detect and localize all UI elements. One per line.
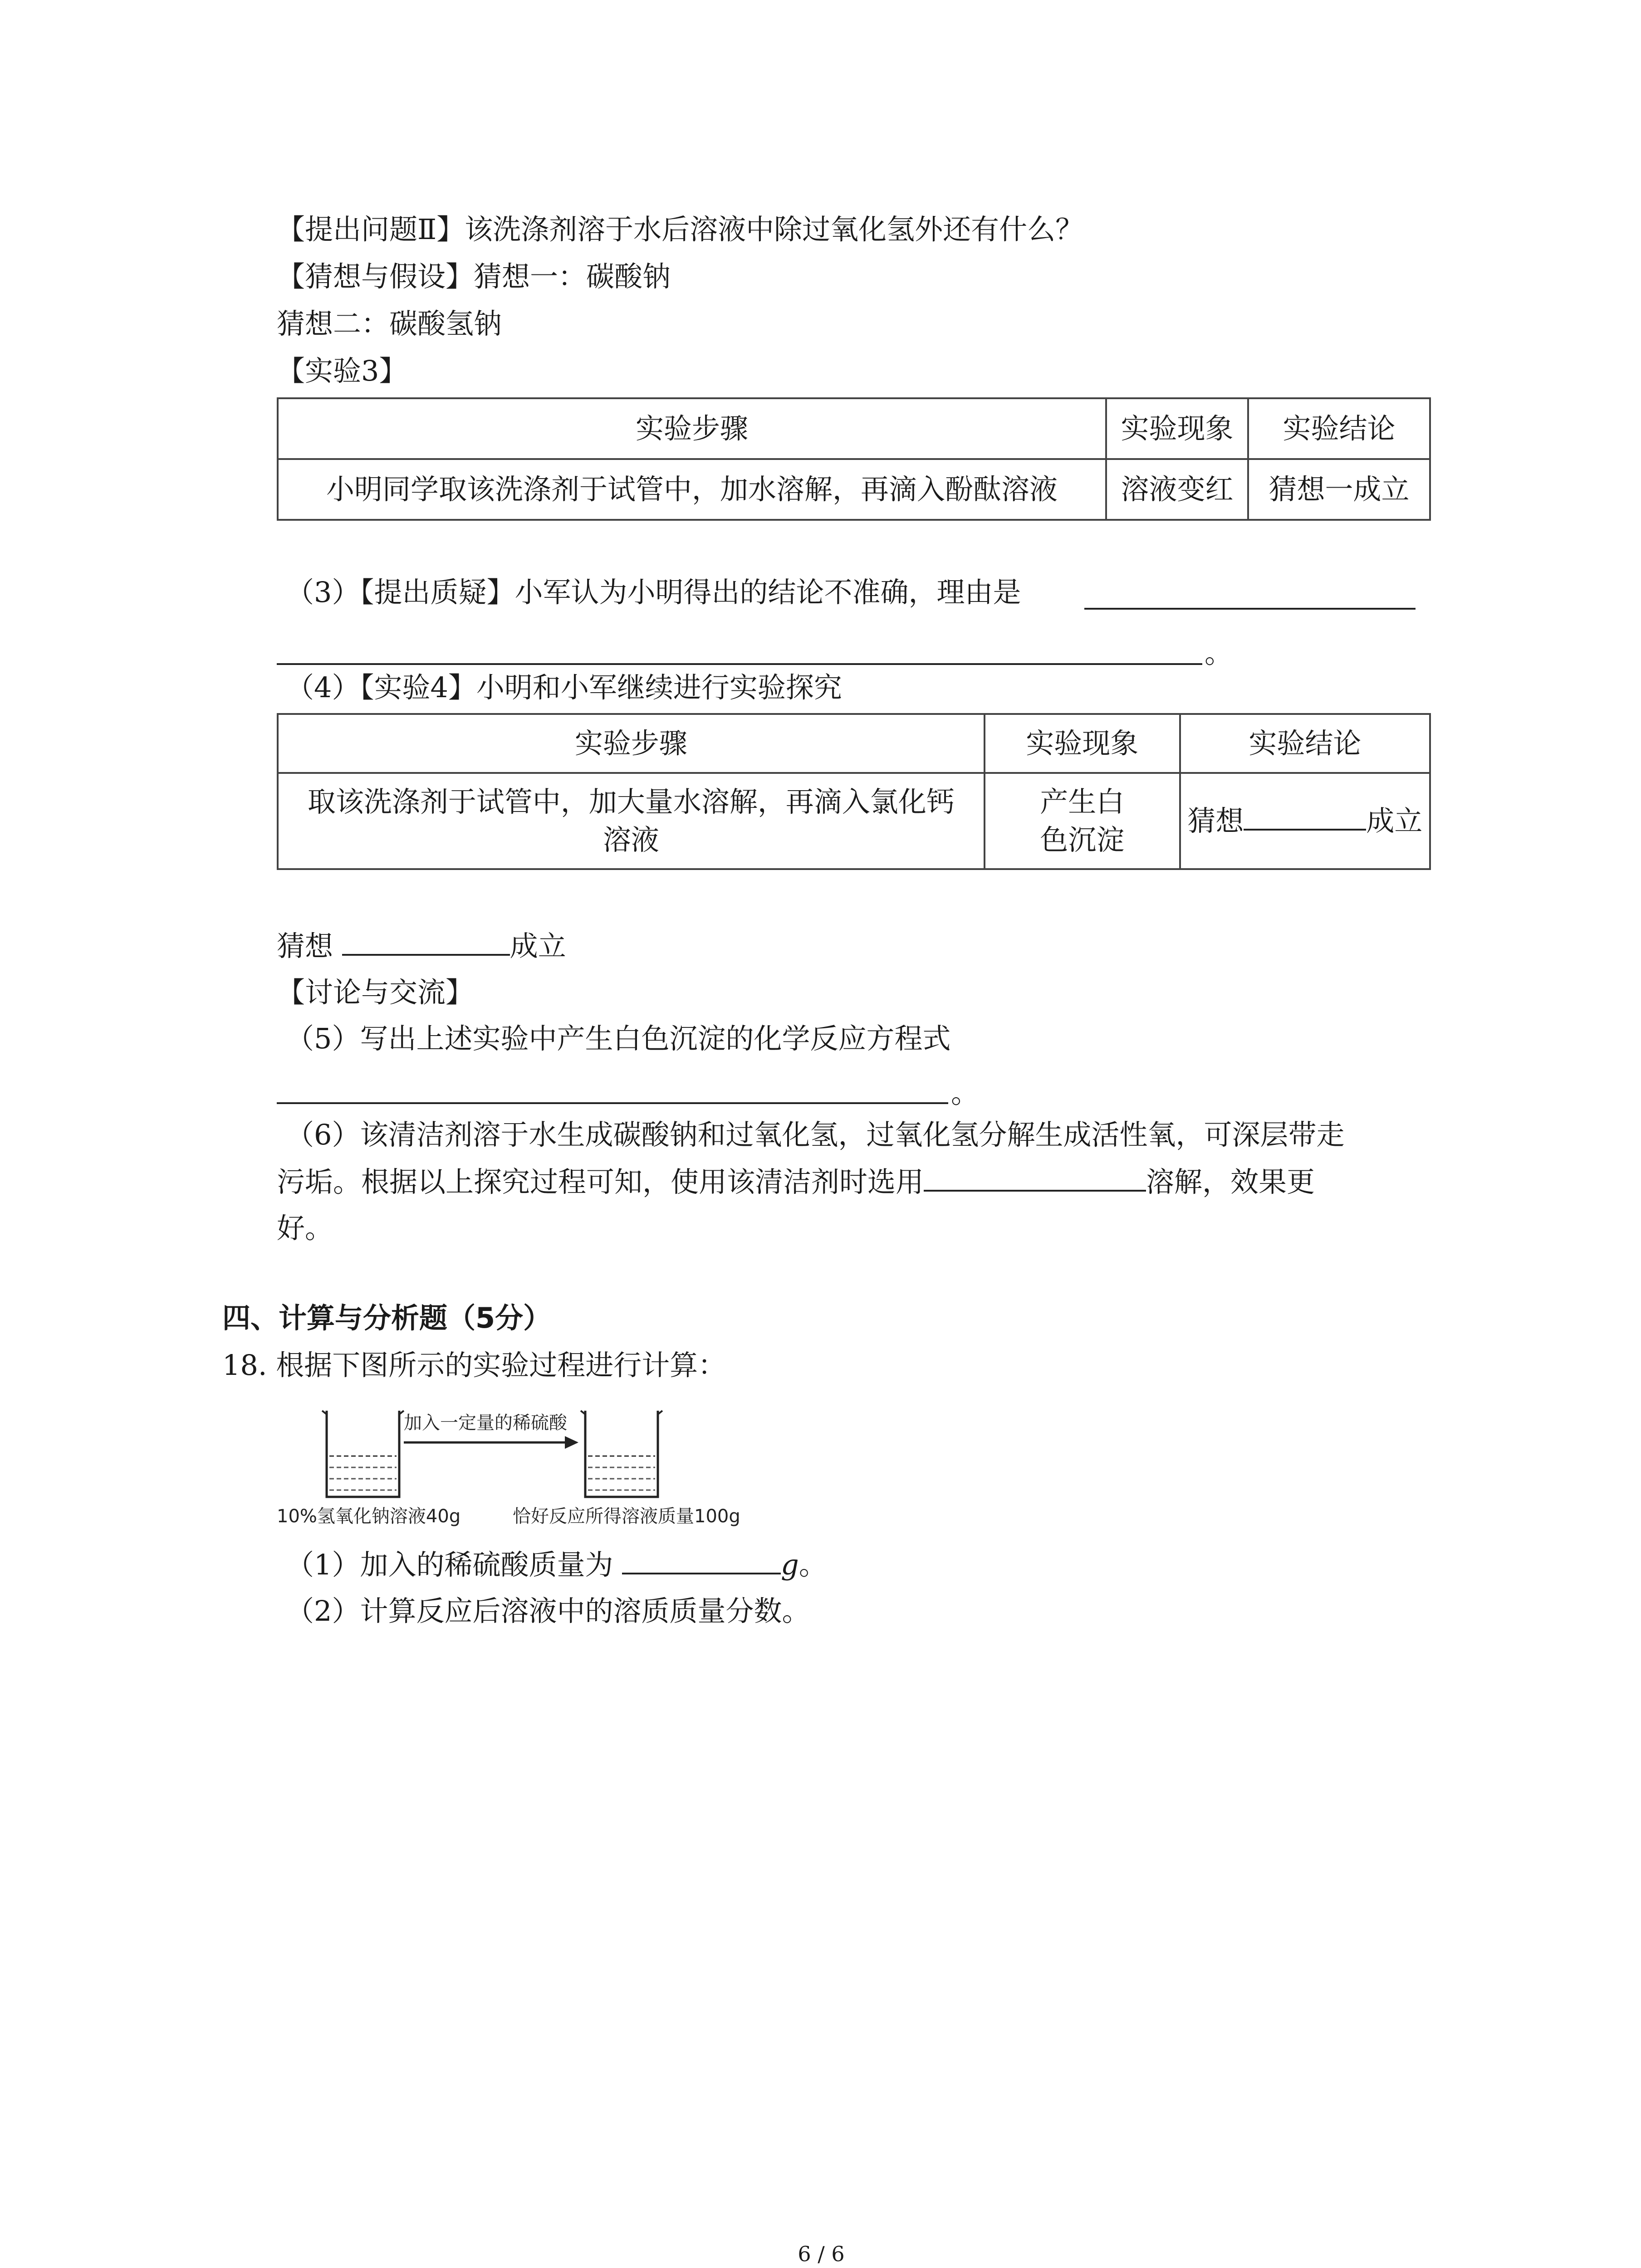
question-2-title: 【提出问题Ⅱ】该洗涤剂溶于水后溶液中除过氧化氢外还有什么？ xyxy=(277,213,1084,246)
hypothesis-conclusion-line: 猜想 成立 xyxy=(277,929,566,963)
question-18-text: 18. 根据下图所示的实验过程进行计算： xyxy=(222,1349,726,1382)
question-18-part-2: （2）计算反应后溶液中的溶质质量分数。 xyxy=(286,1594,810,1628)
table-header-phenomenon: 实验现象 xyxy=(1106,398,1248,459)
table-cell-step: 取该洗涤剂于试管中，加大量水溶解，再滴入氯化钙溶液 xyxy=(278,773,985,869)
table-cell-conclusion: 猜想一成立 xyxy=(1248,459,1430,520)
experiment-3-table xyxy=(277,397,1431,521)
answer-blank-table4 xyxy=(1244,824,1366,831)
arrow-label: 加入一定量的稀硫酸 xyxy=(404,1413,567,1433)
table-header-step: 实验步骤 xyxy=(278,714,985,773)
experiment-3-title: 【实验3】 xyxy=(277,354,407,387)
table-cell-phenomenon: 溶液变红 xyxy=(1106,459,1248,520)
answer-blank-q3-a xyxy=(1084,608,1416,610)
table-cell-phenomenon: 产生白色沉淀 xyxy=(985,773,1180,869)
answer-blank-q5 xyxy=(277,1102,948,1104)
question-3-end: 。 xyxy=(1205,636,1233,670)
arrow-icon xyxy=(404,1436,578,1449)
question-18-part-1: （1）加入的稀硫酸质量为 g。 xyxy=(286,1548,827,1581)
question-3-text: （3）【提出质疑】小军认为小明得出的结论不准确，理由是 xyxy=(286,576,1021,609)
table-header-step: 实验步骤 xyxy=(278,398,1106,459)
hypothesis-line-1: 【猜想与假设】猜想一：碳酸钠 xyxy=(277,260,671,293)
table-header-conclusion: 实验结论 xyxy=(1248,398,1430,459)
answer-blank-q18-1 xyxy=(622,1568,781,1574)
answer-blank-hypothesis xyxy=(342,949,510,956)
left-beaker-caption: 10%氢氧化钠溶液40g xyxy=(277,1506,461,1527)
table-cell-conclusion: 猜想 成立 xyxy=(1180,773,1430,869)
right-beaker-icon xyxy=(581,1411,662,1497)
answer-blank-q6 xyxy=(924,1185,1146,1192)
question-6-line-3: 好。 xyxy=(277,1212,333,1245)
table-cell-step: 小明同学取该洗涤剂于试管中，加水溶解，再滴入酚酞溶液 xyxy=(278,459,1106,520)
page-number: 6 / 6 xyxy=(798,2242,845,2266)
question-6-line-2: 污垢。根据以上探究过程可知，使用该清洁剂时选用 溶解，效果更 xyxy=(277,1165,1315,1198)
discussion-heading: 【讨论与交流】 xyxy=(277,976,474,1009)
table-header-phenomenon: 实验现象 xyxy=(985,714,1180,773)
right-beaker-caption: 恰好反应所得溶液质量100g xyxy=(513,1506,740,1527)
table-header-conclusion: 实验结论 xyxy=(1180,714,1430,773)
question-4-text: （4）【实验4】小明和小军继续进行实验探究 xyxy=(286,671,842,704)
experiment-4-table xyxy=(277,713,1431,870)
question-5-end: 。 xyxy=(951,1076,980,1110)
answer-blank-q3-b xyxy=(277,663,1202,665)
left-beaker-icon xyxy=(322,1411,404,1497)
section-4-heading: 四、计算与分析题（5分） xyxy=(222,1301,552,1334)
hypothesis-line-2: 猜想二：碳酸氢钠 xyxy=(277,307,502,340)
question-6-line-1: （6）该清洁剂溶于水生成碳酸钠和过氧化氢，过氧化氢分解生成活性氧，可深层带走 xyxy=(286,1118,1345,1151)
question-5-text: （5）写出上述实验中产生白色沉淀的化学反应方程式 xyxy=(286,1022,951,1055)
